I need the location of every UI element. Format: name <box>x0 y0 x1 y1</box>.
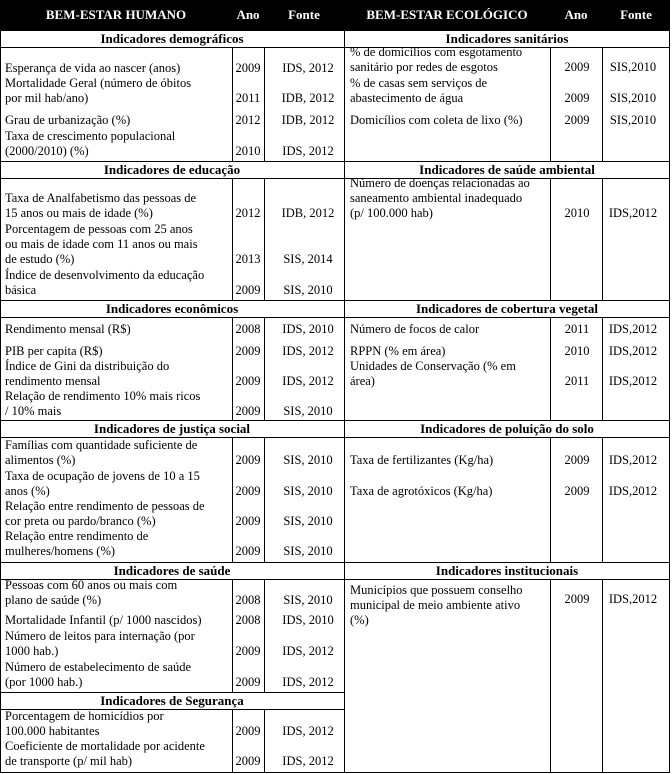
indicator-text: Mortalidade Infantil (p/ 1000 nascidos) <box>5 613 202 627</box>
header-right-ano: Ano <box>550 0 602 30</box>
grid-line <box>0 772 670 773</box>
indicator-text: Número de focos de calor <box>350 322 480 336</box>
indicator-year: 2009 <box>235 514 261 528</box>
indicator-year: 2013 <box>235 252 261 266</box>
indicator-source: IDS, 2012 <box>282 724 334 738</box>
indicator-source: IDS,2012 <box>608 344 658 358</box>
indicator-year: 2008 <box>235 613 261 627</box>
grid-line <box>344 30 345 773</box>
indicator-text: Relação entre rendimento de <box>5 529 149 543</box>
indicator-text: 1000 hab.) <box>5 644 59 658</box>
indicator-year: 2008 <box>235 593 261 607</box>
grid-line <box>550 47 551 161</box>
indicator-source: IDS,2012 <box>608 592 658 606</box>
indicator-source: IDS, 2012 <box>282 144 334 158</box>
section-title-left-0: Indicadores demográficos <box>100 31 244 46</box>
indicator-year: 2009 <box>235 344 261 358</box>
indicator-year: 2009 <box>564 592 590 606</box>
indicator-text: Famílias com quantidade suficiente de <box>5 438 198 452</box>
indicator-year: 2010 <box>564 344 590 358</box>
grid-line <box>264 178 265 300</box>
indicator-year: 2009 <box>235 544 261 558</box>
indicator-text: Municípios que possuem conselho <box>350 583 523 597</box>
grid-line <box>344 300 670 301</box>
indicator-text: Porcentagem de pessoas com 25 anos <box>5 222 193 236</box>
indicator-year: 2009 <box>235 374 261 388</box>
indicator-year: 2009 <box>564 91 590 105</box>
grid-line <box>264 437 265 562</box>
grid-line <box>550 317 551 420</box>
grid-line <box>232 317 233 420</box>
indicator-text: / 10% mais <box>5 404 62 418</box>
indicator-source: IDB, 2012 <box>281 91 335 105</box>
grid-line <box>0 317 344 318</box>
section-title-left-2: Indicadores econômicos <box>105 301 239 316</box>
grid-line <box>264 579 265 692</box>
indicator-year: 2009 <box>235 754 261 768</box>
grid-line <box>264 709 265 773</box>
indicator-year: 2011 <box>564 322 590 336</box>
grid-line <box>0 692 344 693</box>
header-left-ano: Ano <box>232 0 264 30</box>
indicator-year: 2009 <box>564 113 590 127</box>
header-right-fonte: Fonte <box>602 0 670 30</box>
indicator-text: Coeficiente de mortalidade por acidente <box>5 739 205 753</box>
indicator-text: Taxa de ocupação de jovens de 10 a 15 <box>5 469 200 483</box>
indicator-text: % de domicílios com esgotamento <box>350 45 523 59</box>
indicator-year: 2012 <box>235 206 261 220</box>
grid-line <box>0 420 344 421</box>
indicator-source: IDS, 2012 <box>282 344 334 358</box>
grid-line <box>602 47 603 161</box>
section-title-right-0: Indicadores sanitários <box>445 31 569 46</box>
indicator-text: (p/ 100.000 hab) <box>350 206 433 220</box>
indicator-text: PIB per capita (R$) <box>5 344 103 358</box>
indicator-text: abastecimento de água <box>350 91 464 105</box>
indicator-text: saneamento ambiental inadequado <box>350 191 523 205</box>
indicator-year: 2011 <box>235 91 261 105</box>
indicator-source: SIS,2010 <box>609 60 657 74</box>
indicator-text: Grau de urbanização (%) <box>5 113 131 127</box>
indicator-text: (por 1000 hab.) <box>5 675 83 689</box>
indicator-source: IDS, 2012 <box>282 754 334 768</box>
indicator-text: área) <box>350 374 375 388</box>
grid-line <box>344 30 670 31</box>
section-title-left-5: Indicadores de Segurança <box>100 693 244 708</box>
grid-line <box>0 178 344 179</box>
indicator-source: IDS, 2012 <box>282 374 334 388</box>
indicator-text: plano de saúde (%) <box>5 593 102 607</box>
indicator-year: 2009 <box>235 484 261 498</box>
indicator-source: SIS, 2010 <box>283 484 333 498</box>
grid-line <box>0 300 344 301</box>
indicator-source: SIS,2010 <box>609 91 657 105</box>
indicator-year: 2009 <box>235 453 261 467</box>
indicator-text: alimentos (%) <box>5 453 76 467</box>
indicator-source: IDS,2012 <box>608 484 658 498</box>
section-title-left-3: Indicadores de justiça social <box>93 421 251 436</box>
indicator-source: IDS, 2010 <box>282 613 334 627</box>
indicator-source: SIS, 2010 <box>283 453 333 467</box>
indicator-text: (2000/2010) (%) <box>5 144 89 158</box>
grid-line <box>550 437 551 562</box>
section-title-right-4: Indicadores institucionais <box>435 563 579 578</box>
indicator-year: 2011 <box>564 374 590 388</box>
grid-line <box>0 30 1 773</box>
grid-line <box>344 437 670 438</box>
indicator-text: Pessoas com 60 anos ou mais com <box>5 578 178 592</box>
section-title-right-1: Indicadores de saúde ambiental <box>419 162 595 177</box>
indicator-text: Relação entre rendimento de pessoas de <box>5 499 205 513</box>
indicator-text: de estudo (%) <box>5 252 75 266</box>
indicator-source: SIS, 2010 <box>283 283 333 297</box>
indicator-source: IDB, 2012 <box>281 113 335 127</box>
indicator-source: IDS, 2012 <box>282 675 334 689</box>
indicator-text: Rendimento mensal (R$) <box>5 322 131 336</box>
grid-line <box>344 317 670 318</box>
indicator-year: 2009 <box>235 724 261 738</box>
indicator-text: Número de doenças relacionadas ao <box>350 176 530 190</box>
grid-line <box>264 317 265 420</box>
indicator-source: SIS, 2014 <box>283 252 333 266</box>
header-left-title: BEM-ESTAR HUMANO <box>0 0 232 30</box>
indicator-source: SIS, 2010 <box>283 404 333 418</box>
indicator-source: IDS,2012 <box>608 206 658 220</box>
grid-line <box>669 30 670 773</box>
indicator-source: SIS, 2010 <box>283 514 333 528</box>
header-right-title: BEM-ESTAR ECOLÓGICO <box>344 0 550 30</box>
indicator-text: Taxa de crescimento populacional <box>5 129 176 143</box>
section-title-left-4: Indicadores de saúde <box>113 563 231 578</box>
grid-line <box>232 47 233 161</box>
grid-line <box>344 562 670 563</box>
indicator-text: cor preta ou pardo/branco (%) <box>5 514 156 528</box>
indicator-text: anos (%) <box>5 484 50 498</box>
grid-line <box>232 709 233 773</box>
indicator-source: IDB, 2012 <box>281 206 335 220</box>
indicator-year: 2009 <box>235 675 261 689</box>
grid-line <box>602 178 603 300</box>
indicator-source: IDS, 2012 <box>282 61 334 75</box>
grid-line <box>232 178 233 300</box>
grid-line <box>344 420 670 421</box>
indicator-text: (%) <box>350 613 369 627</box>
indicator-year: 2009 <box>564 60 590 74</box>
indicator-text: RPPN (% em área) <box>350 344 446 358</box>
grid-line <box>550 579 551 773</box>
indicator-year: 2009 <box>564 453 590 467</box>
indicator-text: mulheres/homens (%) <box>5 544 116 558</box>
indicator-text: rendimento mensal <box>5 374 101 388</box>
indicator-text: Taxa de fertilizantes (Kg/ha) <box>350 453 494 467</box>
indicator-text: 100.000 habitantes <box>5 724 100 738</box>
indicator-text: Esperança de vida ao nascer (anos) <box>5 61 181 75</box>
grid-line <box>232 579 233 692</box>
indicator-text: Taxa de Analfabetismo das pessoas de <box>5 191 197 205</box>
section-title-right-2: Indicadores de cobertura vegetal <box>415 301 599 316</box>
header-left-fonte: Fonte <box>264 0 344 30</box>
grid-line <box>344 161 670 162</box>
grid-line <box>0 47 344 48</box>
indicator-text: Porcentagem de homicídios por <box>5 709 164 723</box>
grid-line <box>0 161 344 162</box>
indicator-source: SIS, 2010 <box>283 593 333 607</box>
indicator-year: 2009 <box>235 644 261 658</box>
section-title-right-3: Indicadores de poluição do solo <box>420 421 594 436</box>
indicator-year: 2009 <box>235 404 261 418</box>
indicator-text: 15 anos ou mais de idade (%) <box>5 206 153 220</box>
indicator-text: básica <box>5 283 37 297</box>
indicator-year: 2009 <box>564 484 590 498</box>
indicator-source: SIS,2010 <box>609 113 657 127</box>
indicator-text: ou mais de idade com 11 anos ou mais <box>5 237 198 251</box>
indicator-year: 2012 <box>235 113 261 127</box>
indicator-text: % de casas sem serviços de <box>350 76 488 90</box>
indicator-source: IDS, 2010 <box>282 322 334 336</box>
grid-line <box>602 317 603 420</box>
indicator-year: 2008 <box>235 322 261 336</box>
grid-line <box>232 437 233 562</box>
indicator-text: Unidades de Conservação (% em <box>350 359 516 373</box>
grid-line <box>550 178 551 300</box>
indicator-source: IDS,2012 <box>608 374 658 388</box>
indicator-year: 2010 <box>564 206 590 220</box>
indicator-text: Número de estabelecimento de saúde <box>5 660 192 674</box>
indicator-text: Relação de rendimento 10% mais ricos <box>5 389 201 403</box>
indicator-source: IDS, 2012 <box>282 644 334 658</box>
grid-line <box>0 30 344 31</box>
indicator-source: IDS,2012 <box>608 453 658 467</box>
grid-line <box>264 47 265 161</box>
indicator-text: Domicílios com coleta de lixo (%) <box>350 113 523 127</box>
indicator-text: de transporte (p/ mil hab) <box>5 754 133 768</box>
indicator-year: 2009 <box>235 61 261 75</box>
indicator-text: por mil hab/ano) <box>5 91 89 105</box>
indicator-text: Taxa de agrotóxicos (Kg/ha) <box>350 484 493 498</box>
indicator-text: Índice de Gini da distribuição do <box>5 359 170 373</box>
indicator-year: 2009 <box>235 283 261 297</box>
indicator-source: IDS,2012 <box>608 322 658 336</box>
grid-line <box>602 579 603 773</box>
indicator-text: Índice de desenvolvimento da educação <box>5 268 205 282</box>
indicator-text: Mortalidade Geral (número de óbitos <box>5 76 192 90</box>
indicator-text: sanitário por redes de esgotos <box>350 60 498 74</box>
indicator-source: SIS, 2010 <box>283 544 333 558</box>
grid-line <box>0 562 344 563</box>
grid-line <box>602 437 603 562</box>
indicator-text: municipal de meio ambiente ativo <box>350 598 521 612</box>
indicator-text: Número de leitos para internação (por <box>5 629 195 643</box>
indicator-year: 2010 <box>235 144 261 158</box>
section-title-left-1: Indicadores de educação <box>103 162 241 177</box>
grid-line <box>344 579 670 580</box>
